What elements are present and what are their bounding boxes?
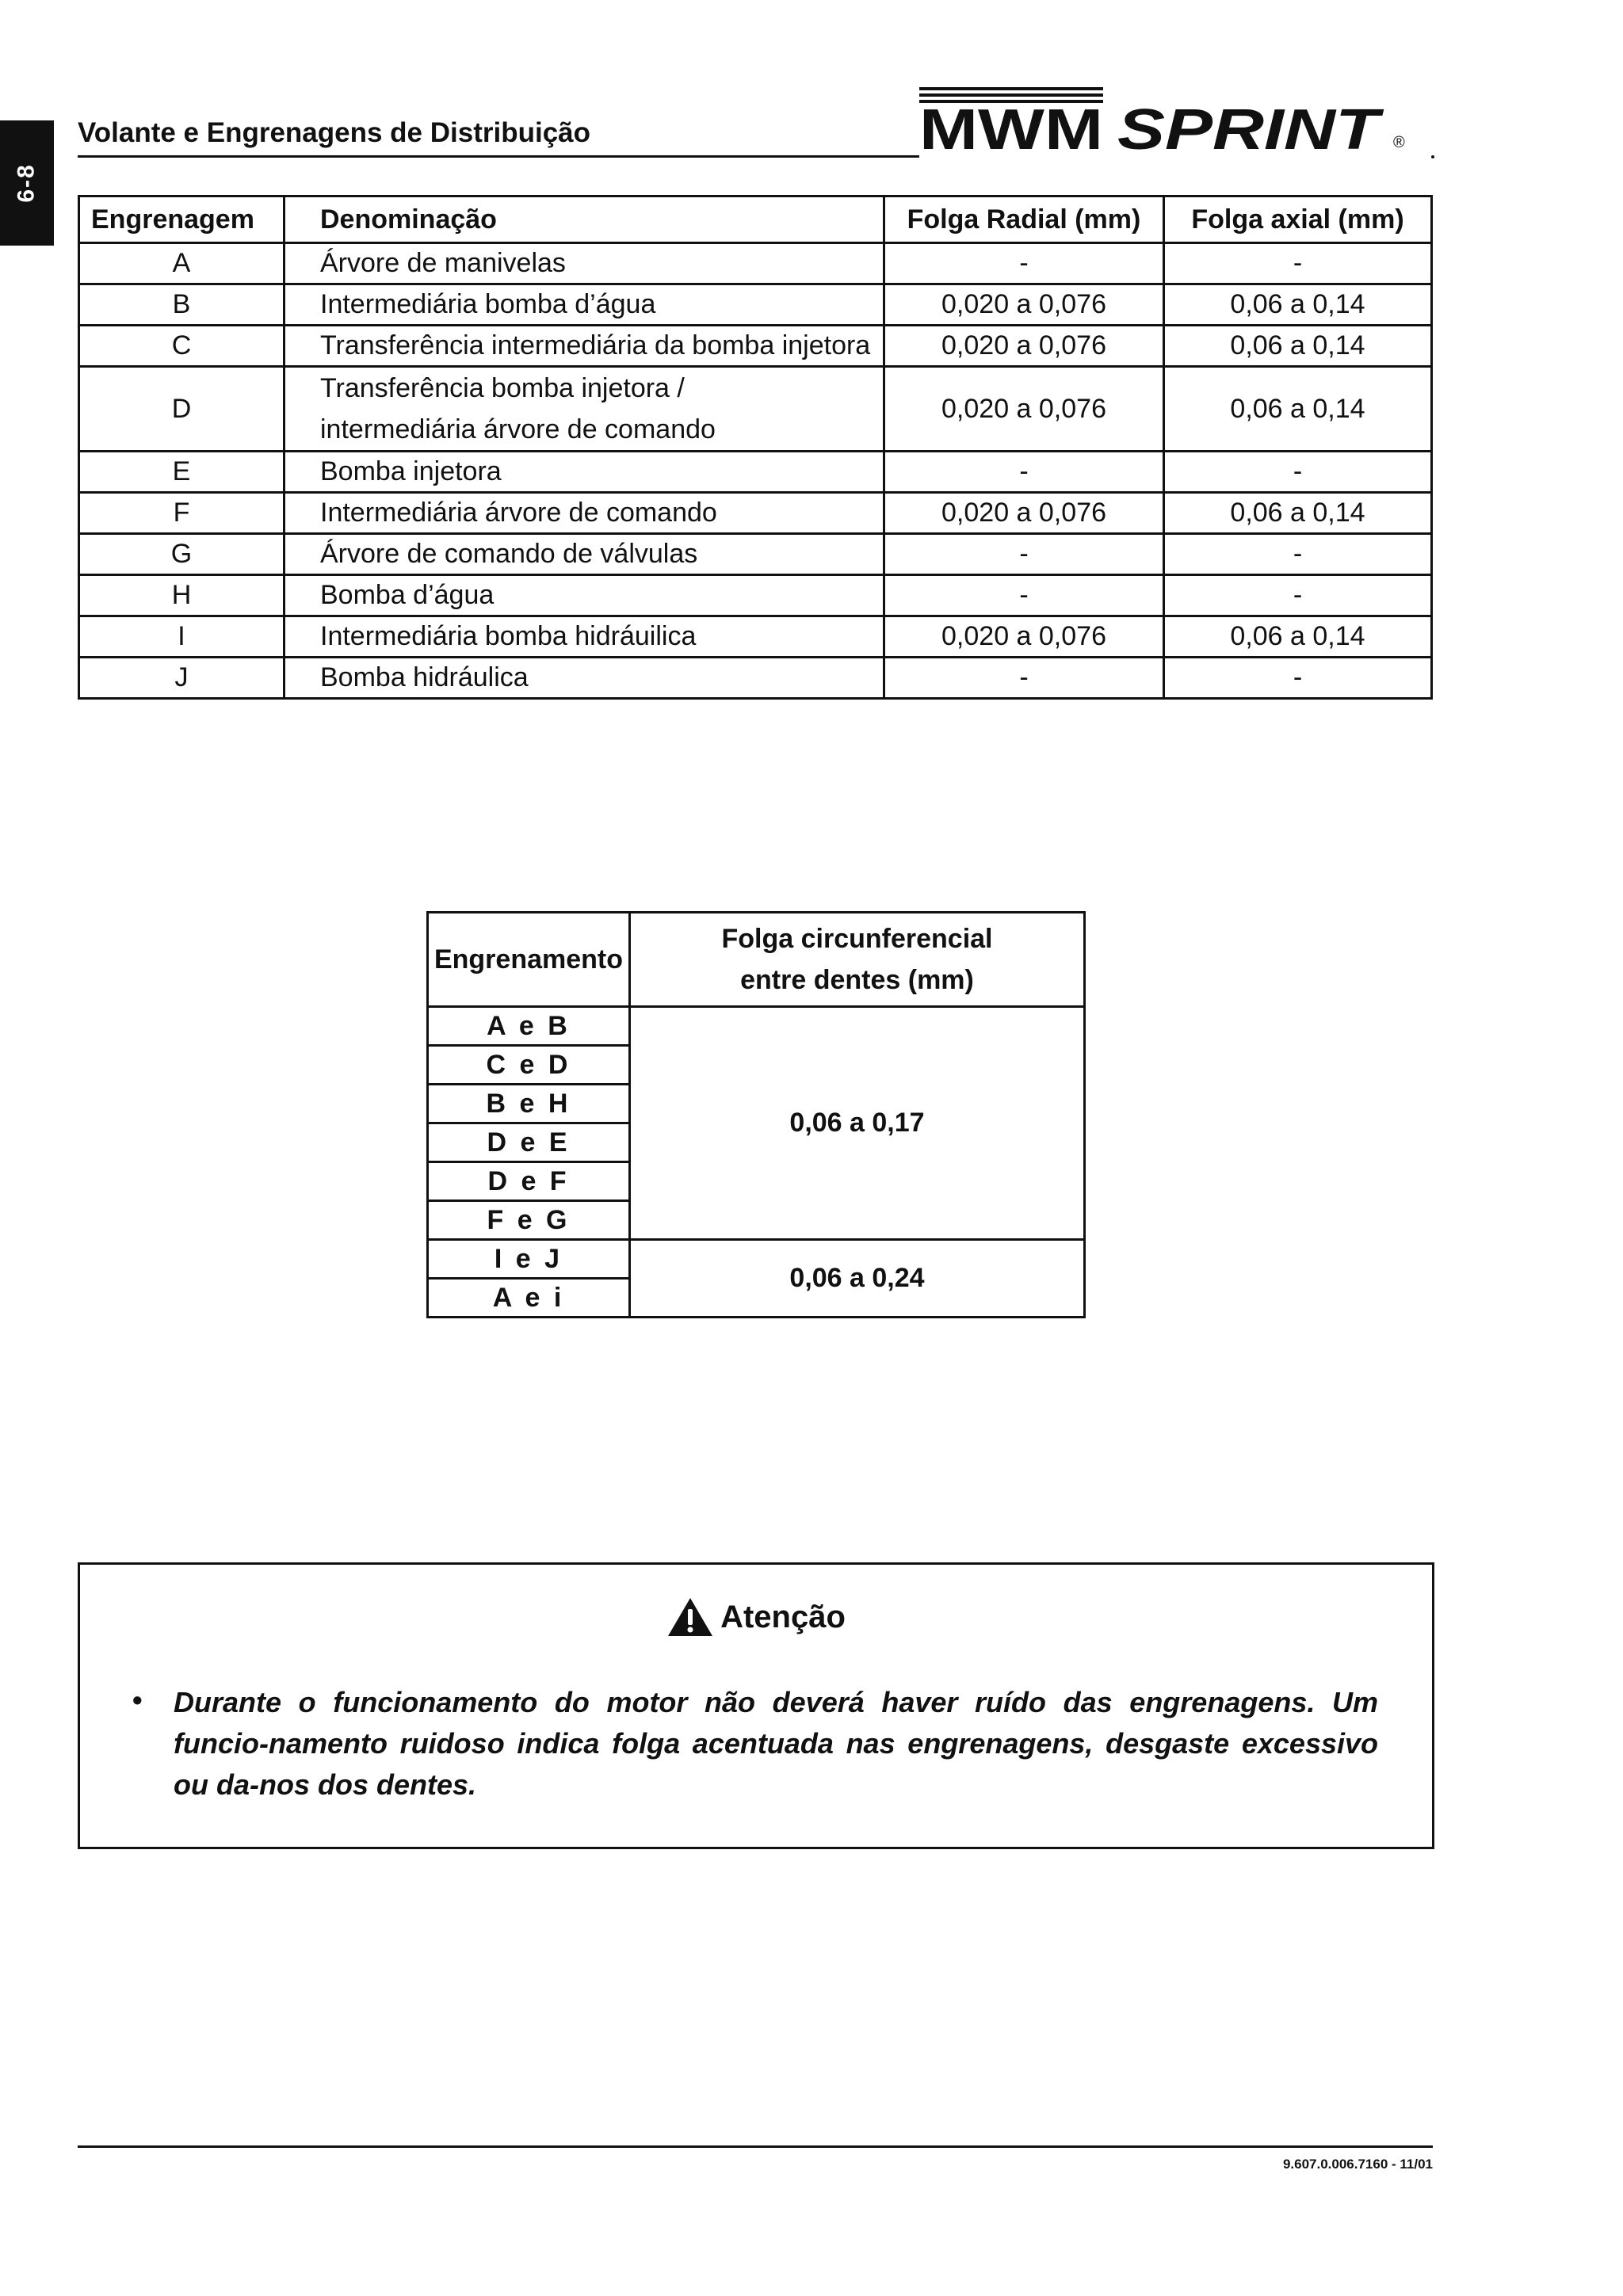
name-cell [285,367,884,452]
radial-cell: - [884,658,1164,699]
table-row [79,575,1432,616]
radial-cell: - [884,534,1164,575]
gear-pair-cell: B e H [428,1085,630,1123]
table-row [79,616,1432,658]
page-title: Volante e Engrenagens de Distribuição [78,117,591,148]
axial-cell: - [1164,534,1432,575]
attention-title: Atenção [720,1599,846,1634]
axial-cell: - [1164,575,1432,616]
gear-clearance-table [78,195,1433,700]
gear-cell: F [79,493,285,534]
gear-cell: C [79,326,285,367]
name-line-2: intermediária árvore de comando [320,414,716,444]
backlash-value-group-1: 0,06 a 0,17 [630,1007,1085,1240]
header-line-2: entre dentes (mm) [740,965,974,995]
document-code: 9.607.0.006.7160 - 11/01 [1282,2157,1433,2172]
axial-cell: 0,06 a 0,14 [1164,616,1432,658]
radial-cell: 0,020 a 0,076 [884,326,1164,367]
gear-pair-cell: A e i [428,1279,630,1318]
table-row [79,658,1432,699]
logo-product: SPRINT [1117,98,1385,162]
axial-cell: 0,06 a 0,14 [1164,367,1432,452]
table-row [428,1007,1085,1046]
gear-pair-cell: I e J [428,1240,630,1279]
gear-pair-cell: D e F [428,1162,630,1201]
header-folga-axial: Folga axial (mm) [1164,196,1432,243]
table-row [428,1240,1085,1279]
radial-cell: 0,020 a 0,076 [884,367,1164,452]
header-engrenagem: Engrenagem [79,196,285,243]
attention-text: Durante o funcionamento do motor não deverá haver ruído das engrenagens. Um funcio-namento ruidoso indica folga acentuada nas engrenagens, desgaste excessivo ou da-nos dos dentes. [174,1686,1378,1801]
table-row [79,493,1432,534]
axial-cell: 0,06 a 0,14 [1164,284,1432,326]
radial-cell: 0,020 a 0,076 [884,493,1164,534]
axial-cell: - [1164,243,1432,284]
name-cell: Bomba d’água [285,575,884,616]
header-rule [78,155,919,158]
table-row [79,367,1432,452]
gear-pair-cell: F e G [428,1201,630,1240]
name-cell: Bomba injetora [285,452,884,493]
table-row [79,452,1432,493]
name-cell: Intermediária árvore de comando [285,493,884,534]
axial-cell: - [1164,658,1432,699]
table-row [79,534,1432,575]
gear-cell: I [79,616,285,658]
name-cell: Árvore de comando de válvulas [285,534,884,575]
attention-header [80,1596,1432,1638]
table-row [79,284,1432,326]
axial-cell: - [1164,452,1432,493]
page-number: 6-8 [13,163,40,203]
radial-cell: - [884,243,1164,284]
gear-pair-cell: A e B [428,1007,630,1046]
header-line-1: Folga circunferencial [721,924,993,954]
gear-cell: J [79,658,285,699]
name-cell: Intermediária bomba hidráuilica [285,616,884,658]
gear-cell: G [79,534,285,575]
header-folga-radial: Folga Radial (mm) [884,196,1164,243]
gear-pair-cell: D e E [428,1123,630,1162]
bullet-marker: • [132,1684,143,1716]
gear-cell: H [79,575,285,616]
page-number-tab [0,120,54,246]
attention-box [78,1562,1434,1849]
gear-pair-cell: C e D [428,1046,630,1085]
table-header-row [79,196,1432,243]
table-row [79,326,1432,367]
table-header-row [428,913,1085,1007]
gear-cell: D [79,367,285,452]
name-cell: Intermediária bomba d’água [285,284,884,326]
axial-cell: 0,06 a 0,14 [1164,326,1432,367]
gear-mesh-backlash-table [426,911,1086,1318]
table-row [79,243,1432,284]
footer-rule [78,2145,1433,2148]
header-denominacao: Denominação [285,196,884,243]
gear-cell: B [79,284,285,326]
warning-triangle-icon [666,1596,714,1638]
header-engrenamento: Engrenamento [428,913,630,1007]
header-folga-circunferencial [630,913,1085,1007]
radial-cell: - [884,452,1164,493]
name-cell: Árvore de manivelas [285,243,884,284]
gear-cell: A [79,243,285,284]
radial-cell: - [884,575,1164,616]
logo-brand: MWM [919,98,1103,162]
name-cell: Transferência intermediária da bomba injetora [285,326,884,367]
name-cell: Bomba hidráulica [285,658,884,699]
name-line-1: Transferência bomba injetora / [320,373,685,403]
radial-cell: 0,020 a 0,076 [884,284,1164,326]
logo-registered-mark: ® [1393,134,1405,151]
axial-cell: 0,06 a 0,14 [1164,493,1432,534]
backlash-value-group-2: 0,06 a 0,24 [630,1240,1085,1318]
radial-cell: 0,020 a 0,076 [884,616,1164,658]
mwm-sprint-logo [919,84,1434,163]
gear-cell: E [79,452,285,493]
